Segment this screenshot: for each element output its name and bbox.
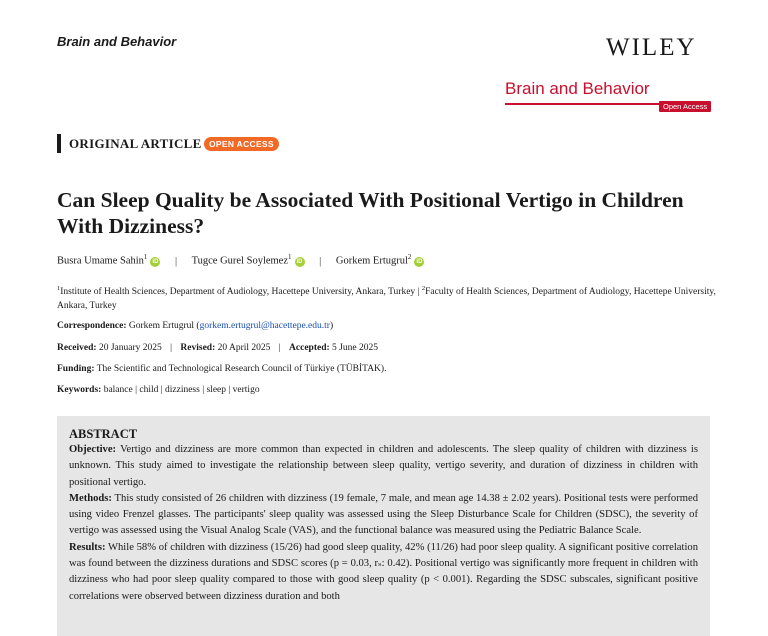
- keywords: [57, 385, 260, 395]
- author-affil-sup: 2: [407, 253, 412, 261]
- journal-name: Brain and Behavior: [57, 34, 177, 49]
- orcid-icon[interactable]: iD: [416, 258, 423, 265]
- revised-date: 20 April 2025: [217, 343, 271, 353]
- affiliation-2: Faculty of Health Sciences, Department of Audiology, Hacettepe University, Ankara, Turkey: [57, 287, 716, 312]
- objective-label: Objective:: [69, 444, 117, 455]
- funding: [57, 364, 386, 374]
- keywords-text[interactable]: balance | child | dizziness | sleep | vertigo: [103, 385, 260, 395]
- accepted-date: 5 June 2025: [332, 343, 378, 353]
- orcid-icon[interactable]: iD: [152, 258, 159, 265]
- author-list: [57, 253, 424, 267]
- author-name[interactable]: Gorkem Ertugrul: [335, 255, 408, 267]
- journal-logo-badge: Open Access: [659, 101, 711, 112]
- correspondence: Correspondence: Gorkem Ertugrul (gorkem.ertugrul@hacettepe.edu.tr): [57, 321, 334, 331]
- accepted-label: Accepted:: [289, 343, 330, 353]
- affiliation-1: Institute of Health Sciences, Department of Audiology, Hacettepe University, Ankara, Turkey: [60, 287, 416, 298]
- abstract-results: [69, 540, 698, 605]
- keywords-label: Keywords:: [57, 385, 102, 395]
- abstract-methods: [69, 491, 698, 540]
- results-label: Results:: [69, 541, 106, 553]
- methods-label: Methods:: [69, 492, 112, 504]
- date-separator: |: [170, 343, 173, 353]
- section-type: ORIGINAL ARTICLE: [69, 136, 202, 151]
- affil-sup: 2: [421, 285, 426, 292]
- funding-text: The Scientific and Technological Research Council of Türkiye (TÜBİTAK).: [96, 364, 387, 374]
- abstract-heading: ABSTRACT: [69, 427, 138, 441]
- author-affil-sup: 1: [288, 253, 292, 261]
- correspondence-name: Gorkem Ertugrul: [128, 321, 195, 331]
- methods-text: This study consisted of 26 children with dizziness (19 female, 7 male, and mean age 14.38 ± 2.02 years). Positional tests were performed using video Frenzel glasses. The participants' sleep quality was assessed using the Sleep Disturbance Scale for Children (SDSC), the severity of vertigo was assessed using the Visual Analog Scale (VAS), and the functional balance was measured using the Pediatric Balance Scale.: [69, 492, 698, 537]
- journal-logo[interactable]: Brain and Behavior: [505, 79, 650, 98]
- correspondence-label: Correspondence:: [57, 321, 127, 331]
- open-access-badge: OPEN ACCESS: [204, 137, 279, 151]
- affil-sup: 1: [57, 285, 61, 292]
- affiliations: [57, 282, 717, 313]
- abstract-objective: [69, 442, 698, 491]
- author-separator: |: [175, 255, 178, 267]
- author-name[interactable]: Busra Umame Sahin: [57, 255, 144, 267]
- article-title: Can Sleep Quality be Associated With Positional Vertigo in Children With Dizziness?: [57, 188, 684, 238]
- affil-divider: |: [417, 287, 420, 298]
- received-date: 20 January 2025: [98, 343, 162, 353]
- funding-label: Funding:: [57, 364, 95, 374]
- publisher-logo[interactable]: WILEY: [606, 34, 697, 61]
- author-affil-sup: 1: [143, 253, 148, 261]
- orcid-icon[interactable]: iD: [296, 258, 303, 265]
- abstract: [69, 426, 698, 605]
- date-separator: |: [278, 343, 281, 353]
- author-separator: |: [319, 255, 322, 267]
- received-label: Received:: [57, 343, 97, 353]
- author-name[interactable]: Tugce Gurel Soylemez: [191, 255, 289, 267]
- objective-text: Vertigo and dizziness are more common than expected in children and adolescents. The sleep quality of children with dizziness is unknown. This study aimed to investigate the relationship between sleep quality, vertigo severity, and duration of dizziness in children with positional vertigo.: [69, 444, 698, 488]
- article-dates: [57, 343, 378, 353]
- correspondence-email[interactable]: gorkem.ertugrul@hacettepe.edu.tr: [199, 321, 330, 331]
- results-text: While 58% of children with dizziness (15/26) had good sleep quality, 42% (11/26) had poor sleep quality. A significant positive correlation was found between the dizziness durations and SDSC scores (p = 0.03, rₛ: 0.42). Positional vertigo was significantly more frequent in children with dizziness who had poor sleep quality compared to those with good sleep quality (p < 0.001). Regarding the SDSC subscales, significant positive correlations were observed between dizziness duration and both: [69, 541, 698, 602]
- section-marker: [57, 134, 61, 153]
- revised-label: Revised:: [180, 343, 216, 353]
